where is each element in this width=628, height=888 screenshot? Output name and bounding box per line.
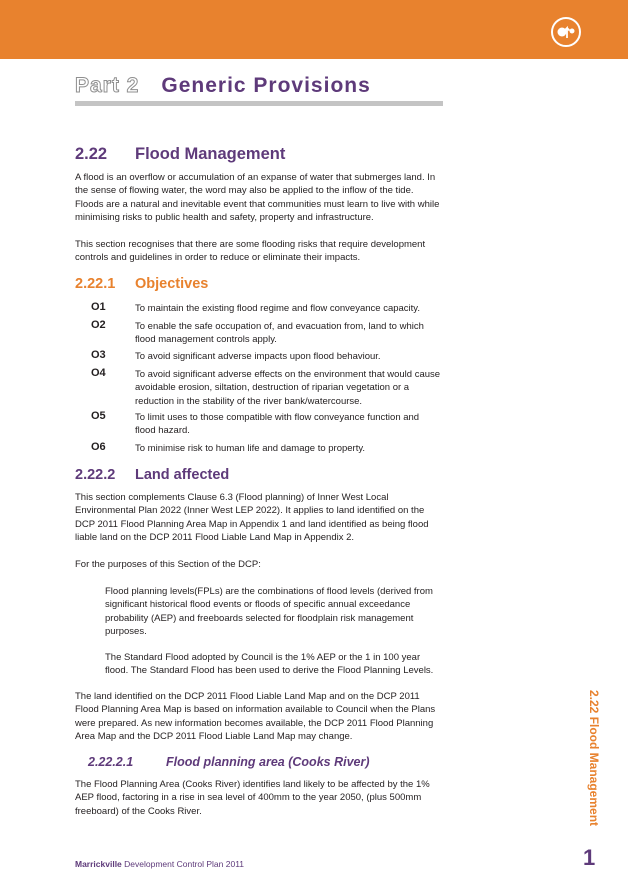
text-line: minimising risks to public health and safety, property and infrastructure. — [75, 212, 374, 224]
council-emblem-icon — [551, 17, 581, 47]
text-line: This section recognises that there are some flooding risks that require development — [75, 239, 426, 250]
land-affected-title: Land affected — [135, 467, 230, 483]
side-label-text: 2.22 Flood Management — [587, 690, 601, 827]
text-line: To avoid significant adverse effects on the environment that would cause — [135, 369, 441, 380]
text-line: This section complements Clause 6.3 (Flood planning) of Inner West Local — [75, 492, 389, 503]
text-line: DCP 2011 Flood Planning Area Map in Appendix 1 and land identified as being flood — [75, 518, 429, 530]
text-line: flood management controls apply. — [135, 334, 277, 346]
text-line: Floods are a natural and inevitable event that communities must learn to live with while — [75, 198, 440, 210]
header-bar — [0, 0, 628, 59]
objective-code: O3 — [91, 349, 106, 361]
text-line: purposes. — [105, 626, 147, 638]
objective-code: O2 — [91, 319, 106, 331]
text-line: The Flood Planning Area (Cooks River) identifies land likely to be affected by the 1% — [75, 779, 430, 790]
land-affected-heading — [75, 467, 229, 483]
text-line: The land identified on the DCP 2011 Flood Liable Land Map and on the DCP 2011 — [75, 691, 420, 702]
section-title: Flood Management — [135, 145, 286, 163]
text-line: Environmental Plan 2022 (Inner West LEP 2022). It applies to land identified on the — [75, 505, 425, 517]
text-line: To maintain the existing flood regime and flow conveyance capacity. — [135, 303, 420, 314]
text-line: To enable the safe occupation of, and evacuation from, land to which — [135, 321, 424, 332]
side-section-label — [584, 690, 604, 840]
text-line: probability (AEP) and freeboards selected for floodplain risk management — [105, 612, 414, 624]
maps-paragraph — [75, 690, 447, 744]
text-line: To limit uses to those compatible with flow conveyance function and — [135, 412, 420, 423]
text-line: Flood Planning Area Map is based on information available to Council when the Plans — [75, 704, 436, 716]
subsection-heading — [88, 755, 370, 769]
land-paragraph — [75, 491, 447, 545]
text-line: A flood is an overflow or accumulation of an expanse of water that submerges land. In — [75, 172, 436, 183]
subsection-number: 2.22.2.1 — [88, 755, 134, 769]
text-line: freeboard) of the Cooks River. — [75, 805, 202, 817]
text-line: reduction in the stability of the river bank/watercourse. — [135, 395, 363, 407]
text-line: controls and guidelines in order to reduce or eliminate their impacts. — [75, 252, 361, 264]
text-line: The Standard Flood adopted by Council is the 1% AEP or the 1 in 100 year — [105, 652, 421, 663]
part-title: Generic Provisions — [161, 74, 371, 97]
text-line: flood hazard. — [135, 425, 190, 437]
footer — [75, 859, 244, 869]
objective-code: O6 — [91, 441, 106, 453]
cooks-river-paragraph — [75, 778, 447, 818]
text-line: For the purposes of this Section of the DCP: — [75, 559, 261, 570]
objectives-title: Objectives — [135, 276, 209, 292]
objective-code: O4 — [91, 367, 106, 379]
part-number: Part 2 — [75, 74, 140, 97]
objectives-heading — [75, 276, 208, 292]
text-line: significant historical flood events or floods of specific annual exceedance — [105, 599, 411, 611]
part-heading — [75, 74, 371, 98]
page-number: 1 — [583, 845, 596, 870]
land-affected-number: 2.22.2 — [75, 467, 116, 483]
definition-standard-flood — [105, 651, 450, 678]
intro-paragraph-2 — [75, 238, 447, 265]
intro-paragraph — [75, 171, 447, 225]
text-line: To avoid significant adverse impacts upon flood behaviour. — [135, 351, 381, 362]
section-number: 2.22 — [75, 145, 108, 163]
text-line: AEP flood, factoring in a rise in sea level of 400mm to the year 2050, (plus 500mm — [75, 792, 422, 804]
objectives-number: 2.22.1 — [75, 276, 116, 292]
section-heading — [75, 145, 285, 164]
footer-brand: Marrickville — [75, 859, 122, 869]
text-line: To minimise risk to human life and damage to property. — [135, 443, 366, 454]
text-line: liable land on the DCP 2011 Flood Liable Land Map in Appendix 2. — [75, 532, 355, 544]
text-line: Area Map and the DCP 2011 Flood Liable Land Map may change. — [75, 731, 353, 743]
part-divider — [75, 101, 443, 106]
text-line: flood. The Standard Flood has been used to derive the Flood Planning Levels. — [105, 665, 434, 677]
text-line: were prepared. As new information becomes available, the DCP 2011 Flood Planning — [75, 717, 434, 729]
text-line: Flood planning levels(FPLs) are the combinations of flood levels (derived from — [105, 586, 433, 597]
text-line: the sense of flowing water, the word may also be applied to the inflow of the tide. — [75, 185, 414, 197]
footer-text: Development Control Plan 2011 — [124, 859, 245, 869]
subsection-title: Flood planning area (Cooks River) — [166, 755, 370, 769]
text-line: avoidable erosion, siltation, destruction of riparian vegetation or a — [135, 382, 410, 394]
purposes-paragraph — [75, 558, 447, 571]
objective-code: O5 — [91, 410, 106, 422]
objective-code: O1 — [91, 301, 106, 313]
definition-fpl — [105, 585, 450, 639]
